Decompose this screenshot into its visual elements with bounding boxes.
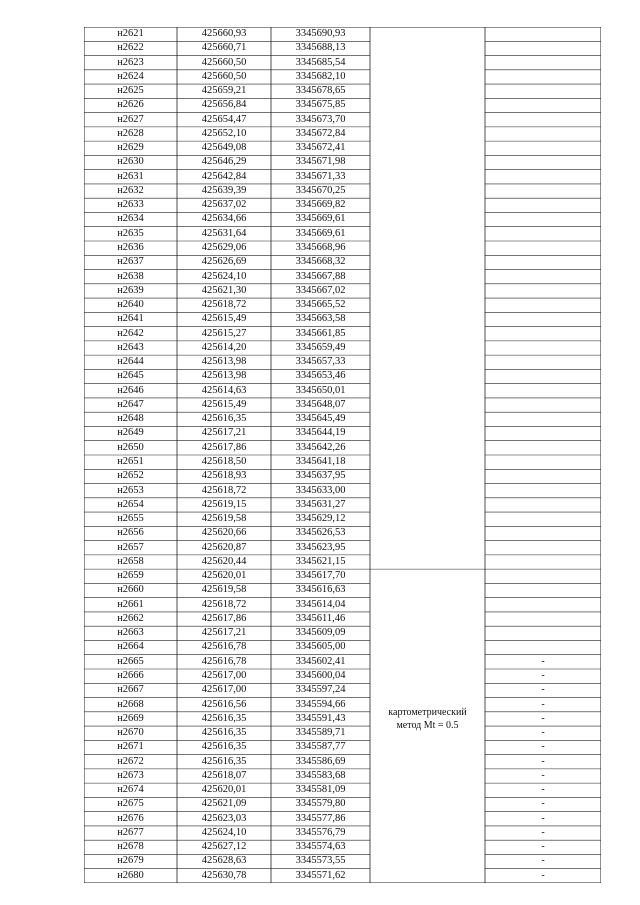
point-id: н2644 [117,356,144,368]
coord-y-value: 3345678,65 [295,85,346,97]
dash-cell: - [541,727,545,739]
coord-y [271,498,370,512]
dash-cell: - [541,798,545,810]
point-id: н2641 [117,313,144,325]
coord-y-value: 3345600,04 [295,670,346,681]
coord-x: 425621,30 [201,284,247,296]
point-id: н2679 [117,855,144,867]
dash-cell: - [541,784,545,796]
coord-y-value: 3345574,63 [295,841,346,853]
coord-y [271,426,370,440]
point-id: н2680 [117,869,144,881]
point-id: н2665 [117,655,144,667]
coord-x: 425614,63 [201,384,247,396]
coord-x: 425619,58 [201,513,247,525]
coord-y-value: 3345597,24 [295,684,346,696]
coord-y [271,469,370,483]
method-cell [370,706,485,732]
dash-cell: - [541,869,545,881]
coord-y-value: 3345614,04 [295,598,346,610]
coord-y [271,612,370,626]
coord-x: 425616,35 [201,413,247,425]
dash-cell: - [541,769,545,781]
coord-x: 425618,93 [201,470,247,482]
coord-x: 425620,01 [201,784,247,796]
point-id: н2645 [117,370,144,382]
coord-y [271,640,370,654]
point-id: н2635 [117,227,144,239]
coord-y-value: 3345661,85 [295,327,346,339]
coord-y-value: 3345591,43 [295,712,346,724]
point-id: н2660 [117,584,144,596]
coord-y-value: 3345573,55 [295,855,346,867]
coord-x: 425617,00 [201,670,247,681]
coord-x: 425618,72 [201,484,247,496]
coord-y [271,41,370,55]
coord-y [271,698,370,712]
point-id: н2672 [117,755,144,767]
coord-x: 425660,93 [201,28,247,39]
coord-y [271,355,370,369]
coord-x: 425623,03 [201,812,247,824]
coord-y [271,155,370,169]
coord-y [271,655,370,669]
coord-y-value: 3345602,41 [295,655,346,667]
coord-x: 425656,84 [201,99,247,111]
coord-y [271,184,370,198]
coord-x: 425618,50 [201,456,247,467]
point-id: н2627 [117,113,144,125]
coord-y [271,555,370,569]
coord-y-value: 3345667,88 [295,270,346,282]
coord-x: 425613,98 [201,356,247,368]
coord-y-value: 3345653,46 [295,370,346,382]
coord-y-value: 3345629,12 [295,513,346,525]
point-id: н2651 [117,456,144,467]
coord-y-value: 3345690,93 [295,28,346,39]
coord-y-value: 3345665,52 [295,299,346,311]
coord-x: 425660,50 [201,56,247,68]
dash-cell: - [541,841,545,853]
coord-y [271,455,370,469]
dash-cell: - [541,741,545,753]
dash-cell: - [541,712,545,724]
point-id: н2675 [117,798,144,810]
point-id: н2636 [117,242,144,253]
coord-y [271,769,370,783]
dash-cell: - [541,755,545,767]
coord-y-value: 3345609,09 [295,627,346,639]
point-id: н2622 [117,42,144,54]
point-id: н2648 [117,413,144,425]
coord-x: 425654,47 [201,113,247,125]
coord-y [271,840,370,854]
point-id: н2663 [117,627,144,639]
coord-y-value: 3345685,54 [295,56,346,68]
point-id: н2677 [117,826,144,838]
dash-cell: - [541,698,545,710]
point-id: н2668 [117,698,144,710]
dash-cell: - [541,670,545,681]
coord-x: 425618,72 [201,299,247,311]
coord-y-value: 3345594,66 [295,698,346,710]
coord-y [271,284,370,298]
coord-y [271,312,370,326]
coord-y-value: 3345645,49 [295,413,346,425]
coord-x: 425642,84 [201,170,247,182]
coord-y-value: 3345667,02 [295,284,346,296]
point-id: н2671 [117,741,144,753]
dash-cell: - [541,655,545,667]
coord-y-value: 3345688,13 [295,42,346,54]
coord-y-value: 3345682,10 [295,70,346,82]
coord-x: 425627,12 [201,841,247,853]
point-id: н2628 [117,127,144,139]
point-id: н2656 [117,527,144,539]
coord-y-value: 3345669,61 [295,227,346,239]
coord-y [271,170,370,184]
coord-y [271,27,370,41]
point-id: н2647 [117,398,144,410]
coord-y [271,341,370,355]
point-id: н2669 [117,712,144,724]
coord-x: 425613,98 [201,370,247,382]
coord-x: 425659,21 [201,85,247,97]
point-id: н2630 [117,156,144,168]
coord-x: 425628,63 [201,855,247,867]
coord-y-value: 3345670,25 [295,184,346,196]
coord-x: 425617,21 [201,427,247,439]
coord-y-value: 3345668,96 [295,242,346,253]
point-id: н2642 [117,327,144,339]
coord-y [271,70,370,84]
coord-y [271,812,370,826]
coord-x: 425618,72 [201,598,247,610]
coord-x: 425617,86 [201,612,247,624]
coord-x: 425660,50 [201,70,247,82]
coord-y-value: 3345621,15 [295,555,346,567]
coord-y-value: 3345650,01 [295,384,346,396]
coord-y [271,84,370,98]
point-id: н2655 [117,513,144,525]
coord-y-value: 3345671,98 [295,156,346,168]
coord-x: 425615,49 [201,313,247,325]
coord-y [271,98,370,112]
coord-x: 425619,15 [201,498,247,510]
coord-x: 425624,10 [201,826,247,838]
point-id: н2634 [117,213,144,225]
coord-y [271,740,370,754]
coord-y-value: 3345581,09 [295,784,346,796]
coord-y [271,854,370,868]
coord-y-value: 3345637,95 [295,470,346,482]
coord-y [271,484,370,498]
point-id: н2666 [117,670,144,681]
coord-x: 425649,08 [201,142,247,154]
coord-y-value: 3345626,53 [295,527,346,539]
coord-y-value: 3345657,33 [295,356,346,368]
point-id: н2631 [117,170,144,182]
coord-y-value: 3345663,58 [295,313,346,325]
coord-x: 425660,71 [201,42,247,54]
coord-x: 425620,66 [201,527,247,539]
point-id: н2657 [117,541,144,553]
point-id: н2633 [117,199,144,211]
coord-y [271,113,370,127]
coord-x: 425615,27 [201,327,247,339]
point-id: н2664 [117,641,144,653]
coord-y-value: 3345659,49 [295,341,346,353]
coord-y [271,541,370,555]
coord-x: 425615,49 [201,398,247,410]
point-id: н2654 [117,498,144,510]
coord-x: 425639,39 [201,184,247,196]
coord-x: 425630,78 [201,869,247,881]
coord-y [271,255,370,269]
coord-y-value: 3345633,00 [295,484,346,496]
point-id: н2662 [117,612,144,624]
coord-x: 425614,20 [201,341,247,353]
coord-x: 425646,29 [201,156,247,168]
point-id: н2653 [117,484,144,496]
coord-y [271,441,370,455]
point-id: н2629 [117,142,144,154]
coord-y-value: 3345611,46 [295,612,346,624]
point-id: н2678 [117,841,144,853]
coord-y [271,141,370,155]
coord-y-value: 3345631,27 [295,498,346,510]
coord-x: 425634,66 [201,213,247,225]
point-id: н2659 [117,570,144,582]
point-id: н2658 [117,555,144,567]
coord-y-value: 3345579,80 [295,798,346,810]
dash-cell: - [541,684,545,696]
coord-y [271,569,370,583]
coord-y-value: 3345644,19 [295,427,346,439]
coord-y [271,797,370,811]
coord-x: 425617,21 [201,627,247,639]
coord-y-value: 3345616,63 [295,584,346,596]
coord-x: 425616,35 [201,712,247,724]
coord-y [271,270,370,284]
coord-y [271,298,370,312]
coord-y-value: 3345671,33 [295,170,346,182]
coord-x: 425620,01 [201,570,247,582]
coord-y [271,127,370,141]
coord-y [271,626,370,640]
coord-y [271,412,370,426]
point-id: н2673 [117,769,144,781]
coord-x: 425616,35 [201,727,247,739]
coord-y-value: 3345577,86 [295,812,346,824]
point-id: н2676 [117,812,144,824]
coord-y-value: 3345605,00 [295,641,346,653]
coord-y [271,683,370,697]
coord-y-value: 3345571,62 [295,869,346,881]
coord-y [271,369,370,383]
coord-x: 425619,58 [201,584,247,596]
coord-y-value: 3345587,77 [295,741,346,753]
coord-y [271,227,370,241]
coord-y-value: 3345586,69 [295,755,346,767]
point-id: н2650 [117,441,144,453]
coord-x: 425621,09 [201,798,247,810]
coord-y-value: 3345583,68 [295,769,346,781]
coord-x: 425617,00 [201,684,247,696]
coord-y-value: 3345648,07 [295,398,346,410]
point-id: н2624 [117,70,144,82]
coord-y [271,755,370,769]
coord-y-value: 3345576,79 [295,826,346,838]
coord-y [271,241,370,255]
coord-x: 425618,07 [201,769,247,781]
dash-cell: - [541,826,545,838]
dash-cell: - [541,855,545,867]
dash-cell: - [541,812,545,824]
point-id: н2640 [117,299,144,311]
point-id: н2646 [117,384,144,396]
coord-x: 425616,56 [201,698,247,710]
coord-y [271,598,370,612]
coord-y-value: 3345589,71 [295,727,346,739]
coord-x: 425616,35 [201,741,247,753]
coord-x: 425616,35 [201,755,247,767]
coord-y [271,212,370,226]
coord-x: 425617,86 [201,441,247,453]
coord-y-value: 3345675,85 [295,99,346,111]
coord-y [271,512,370,526]
point-id: н2670 [117,727,144,739]
coord-y [271,712,370,726]
coord-y [271,783,370,797]
coord-x: 425637,02 [201,199,247,211]
coord-y [271,669,370,683]
coord-y-value: 3345617,70 [295,570,346,582]
coord-x: 425629,06 [201,242,247,253]
point-id: н2625 [117,85,144,97]
coord-y [271,583,370,597]
coord-y [271,56,370,70]
point-id: н2623 [117,56,144,68]
coord-y [271,198,370,212]
coord-y-value: 3345623,95 [295,541,346,553]
coord-y-value: 3345668,32 [295,256,346,268]
coord-x: 425616,78 [201,655,247,667]
coord-y [271,526,370,540]
coord-y [271,327,370,341]
coord-y-value: 3345642,26 [295,441,346,453]
coord-y [271,398,370,412]
coord-y-value: 3345641,18 [295,456,346,467]
coord-x: 425624,10 [201,270,247,282]
coord-y [271,384,370,398]
coord-y [271,869,370,883]
coord-y-value: 3345673,70 [295,113,346,125]
coord-x: 425620,87 [201,541,247,553]
coord-y-value: 3345669,61 [295,213,346,225]
coord-x: 425616,78 [201,641,247,653]
point-id: н2661 [117,598,144,610]
point-id: н2626 [117,99,144,111]
point-id: н2667 [117,684,144,696]
coordinate-table [84,27,601,883]
coord-y-value: 3345672,41 [295,142,346,154]
point-id: н2639 [117,284,144,296]
coord-x: 425631,64 [201,227,247,239]
point-id: н2638 [117,270,144,282]
coord-y [271,726,370,740]
coord-x: 425652,10 [201,127,247,139]
point-id: н2649 [117,427,144,439]
method-line-1: картометрический [388,707,467,719]
point-id: н2621 [117,28,144,39]
coord-y [271,826,370,840]
point-id: н2643 [117,341,144,353]
point-id: н2652 [117,470,144,482]
point-id: н2632 [117,184,144,196]
coord-y-value: 3345672,84 [295,127,346,139]
coord-x: 425626,69 [201,256,247,268]
point-id: н2637 [117,256,144,268]
coord-x: 425620,44 [201,555,247,567]
coord-y-value: 3345669,82 [295,199,346,211]
method-line-2: метод Mt = 0.5 [396,720,459,732]
point-id: н2674 [117,784,144,796]
